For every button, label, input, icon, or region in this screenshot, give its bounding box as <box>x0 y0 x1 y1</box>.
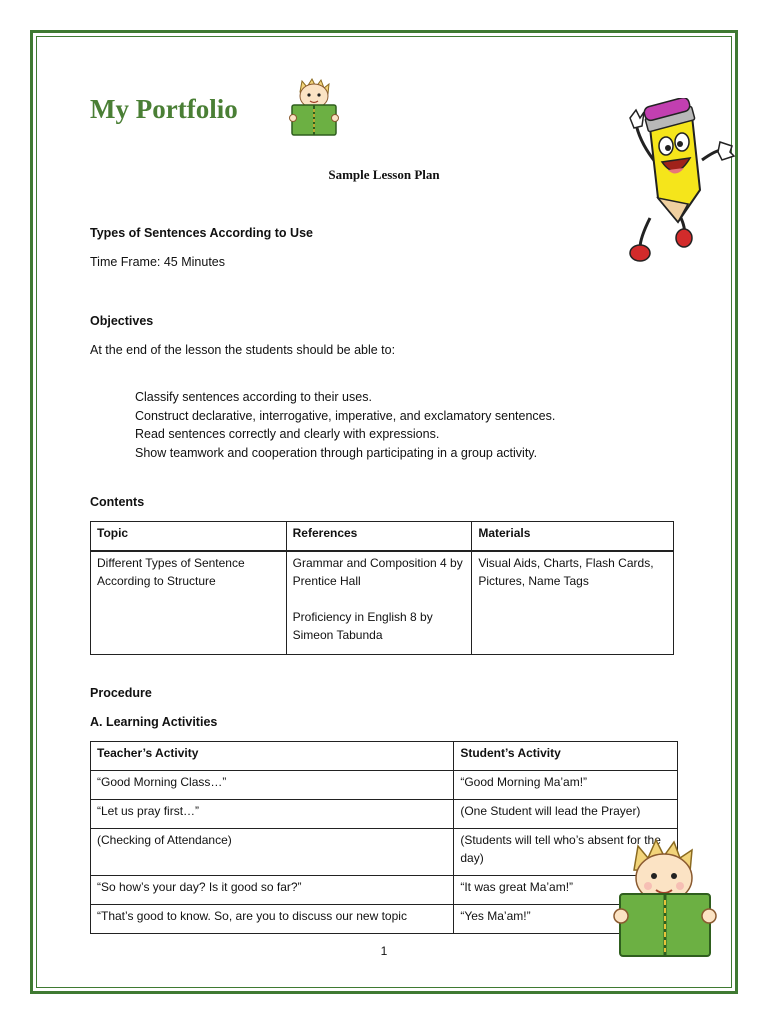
table-row <box>91 876 678 905</box>
student-activity-cell: “Good Morning Ma’am!” <box>454 771 678 800</box>
objectives-intro: At the end of the lesson the students should be able to: <box>90 343 396 357</box>
page-number: 1 <box>380 944 388 958</box>
learning-activities-heading: A. Learning Activities <box>90 715 218 729</box>
topic-cell: Different Types of Sentence According to Structure <box>91 551 287 655</box>
teacher-activity-cell: “So how’s your day? Is it good so far?” <box>91 876 454 905</box>
column-header-student: Student’s Activity <box>454 742 678 771</box>
student-activity-cell: “It was great Ma’am!” <box>454 876 678 905</box>
objective-item: Read sentences correctly and clearly with expressions. <box>135 427 440 441</box>
procedure-heading: Procedure <box>90 686 152 700</box>
objective-item: Classify sentences according to their uses. <box>135 390 372 404</box>
column-header-references: References <box>286 522 472 552</box>
column-header-topic: Topic <box>91 522 287 552</box>
contents-heading: Contents <box>90 495 145 509</box>
teacher-activity-cell: “Let us pray first…” <box>91 800 454 829</box>
table-row <box>91 905 678 934</box>
table-row <box>91 800 678 829</box>
contents-table <box>90 521 674 655</box>
table-header-row <box>91 742 678 771</box>
objectives-list <box>135 389 555 463</box>
table-header-row <box>91 522 674 552</box>
objective-item: Show teamwork and cooperation through participating in a group activity. <box>135 445 538 460</box>
reading-child-icon <box>288 76 340 138</box>
materials-cell: Visual Aids, Charts, Flash Cards, Pictures, Name Tags <box>472 551 674 655</box>
lesson-topic-heading: Types of Sentences According to Use <box>90 226 313 240</box>
objectives-heading: Objectives <box>90 314 154 328</box>
time-frame: Time Frame: 45 Minutes <box>90 255 225 269</box>
student-activity-cell: (Students will tell who’s absent for the day) <box>454 829 678 876</box>
table-row <box>91 829 678 876</box>
column-header-teacher: Teacher’s Activity <box>91 742 454 771</box>
teacher-activity-cell: (Checking of Attendance) <box>91 829 454 876</box>
pencil-mascot-icon <box>626 98 736 270</box>
reference-item: Grammar and Composition 4 by Prentice Hall <box>292 556 463 588</box>
activities-table <box>90 741 678 934</box>
table-row <box>91 771 678 800</box>
student-activity-cell: (One Student will lead the Prayer) <box>454 800 678 829</box>
reading-child-large-icon <box>610 836 720 960</box>
references-cell <box>286 551 472 655</box>
teacher-activity-cell: “Good Morning Class…” <box>91 771 454 800</box>
reference-item: Proficiency in English 8 by Simeon Tabunda <box>292 610 433 642</box>
table-row <box>91 551 674 655</box>
column-header-materials: Materials <box>472 522 674 552</box>
objective-item: Construct declarative, interrogative, imperative, and exclamatory sentences. <box>135 408 556 423</box>
teacher-activity-cell: “That’s good to know. So, are you to discuss our new topic <box>91 905 454 934</box>
document-title: Sample Lesson Plan <box>328 167 440 182</box>
student-activity-cell: “Yes Ma’am!” <box>454 905 678 934</box>
portfolio-title: My Portfolio <box>90 94 238 124</box>
